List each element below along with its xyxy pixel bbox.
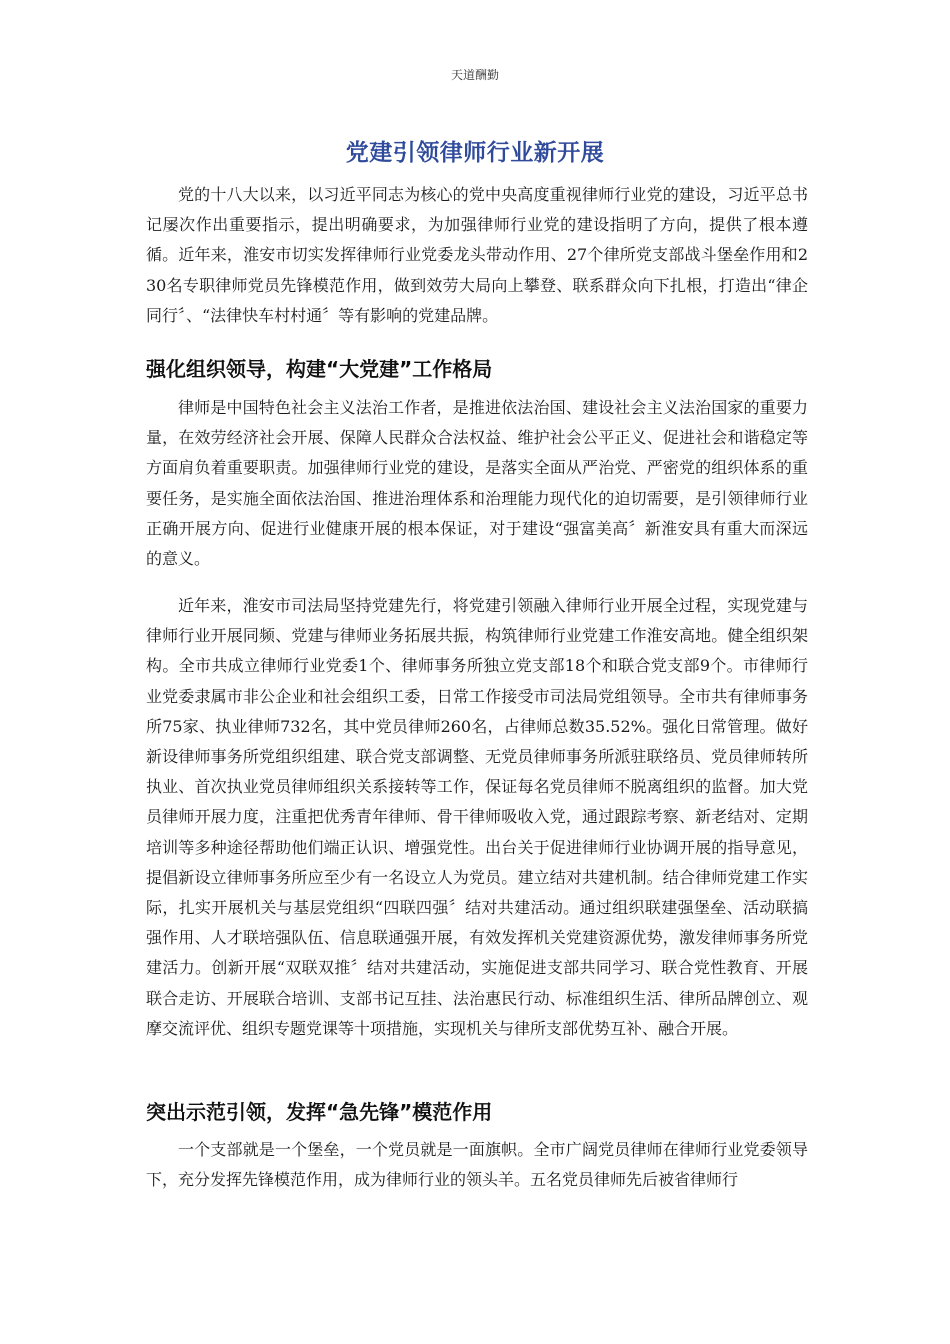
section-heading: 强化组织领导，构建“大党建”工作格局 (146, 357, 493, 381)
section-two-paragraph-one-block (146, 1135, 808, 1195)
intro-block (146, 180, 808, 331)
section-one-heading-block (146, 354, 808, 384)
section-heading: 突出示范引领，发挥“急先锋”模范作用 (146, 1100, 493, 1124)
body-paragraph: 一个支部就是一个堡垒，一个党员就是一面旗帜。全市广阔党员律师在律师行业党委领导下，充分发挥先锋模范作用，成为律师行业的领头羊。五名党员律师先后被省律师行 (146, 1140, 808, 1190)
section-one-paragraph-one-block (146, 393, 808, 574)
page-header: 天道酬勤 (450, 68, 499, 82)
intro-paragraph: 党的十八大以来，以习近平同志为核心的党中央高度重视律师行业党的建设，习近平总书记屡次作出重要指示，提出明确要求，为加强律师行业党的建设指明了方向，提供了根本遵循。近年来，淮安市切实发挥律师行业党委龙头带动作用、27个律所党支部战斗堡垒作用和230名专职律师党员先锋模范作用，做到效劳大局向上攀登、联系群众向下扎根，打造出“律企同行〞、“法律快车村村通〞等有影响的党建品牌。 (146, 185, 808, 325)
body-paragraph: 律师是中国特色社会主义法治工作者，是推进依法治国、建设社会主义法治国家的重要力量，在效劳经济社会开展、保障人民群众合法权益、维护社会公平正义、促进社会和谐稳定等方面肩负着重要职责。加强律师行业党的建设，是落实全面从严治党、严密党的组织体系的重要任务，是实施全面依法治国、推进治理体系和治理能力现代化的迫切需要，是引领律师行业正确开展方向、促进行业健康开展的根本保证，对于建设“强富美高〞新淮安具有重大而深远的意义。 (146, 398, 808, 569)
document-title: 党建引领律师行业新开展 (345, 140, 605, 166)
section-one-paragraph-two-block (146, 591, 808, 1044)
section-two-heading-block (146, 1097, 808, 1127)
body-paragraph: 近年来，淮安市司法局坚持党建先行，将党建引领融入律师行业开展全过程，实现党建与律师行业开展同频、党建与律师业务拓展共振，构筑律师行业党建工作淮安高地。健全组织架构。全市共成立律师行业党委1个、律师事务所独立党支部18个和联合党支部9个。市律师行业党委隶属市非公企业和社会组织工委，日常工作接受市司法局党组领导。全市共有律师事务所75家、执业律师732名，其中党员律师260名，占律师总数35.52%。强化日常管理。做好新设律师事务所党组织组建、联合党支部调整、无党员律师事务所派驻联络员、党员律师转所执业、首次执业党员律师组织关系接转等工作，保证每名党员律师不脱离组织的监督。加大党员律师开展力度，注重把优秀青年律师、骨干律师吸收入党，通过跟踪考察、新老结对、定期培训等多种途径帮助他们端正认识、增强党性。出台关于促进律师行业协调开展的指导意见，提倡新设立律师事务所应至少有一名设立人为党员。建立结对共建机制。结合律师党建工作实际，扎实开展机关与基层党组织“四联四强〞结对共建活动。通过组织联建强堡垒、活动联搞强作用、人才联培强队伍、信息联通强开展，有效发挥机关党建资源优势，激发律师事务所党建活力。创新开展“双联双推〞结对共建活动，实施促进支部共同学习、联合党性教育、开展联合走访、开展联合培训、支部书记互挂、法治惠民行动、标准组织生活、律所品牌创立、观摩交流评优、组织专题党课等十项措施，实现机关与律所支部优势互补、融合开展。 (146, 596, 808, 1038)
